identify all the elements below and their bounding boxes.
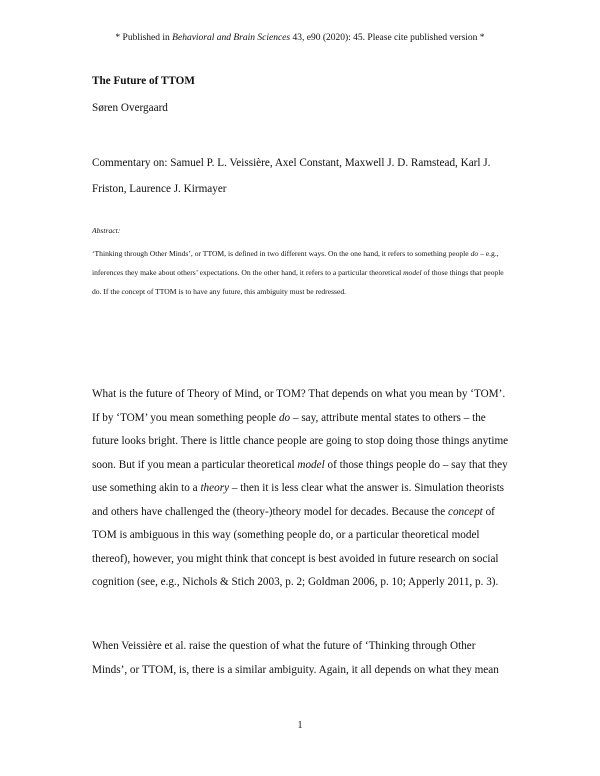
abstract-text (92, 244, 510, 301)
publication-note-suffix: 43, e90 (2020): 45. Please cite published version * (290, 33, 485, 43)
paragraph-emphasis: model (297, 458, 325, 471)
paragraph-segment: of those things people do – say that they use something akin to a (92, 458, 508, 494)
abstract-segment: ‘Thinking through Other Minds’, or TTOM, is defined in two different ways. On the one hand, it refers to something people (92, 249, 471, 258)
body-paragraph-2: When Veissière et al. raise the question of what the future of ‘Thinking through Other Minds’, or TTOM, is, there is a similar ambiguity. Again, it all depends on what they mean (92, 640, 499, 676)
publication-note-prefix: * Published in (115, 33, 173, 43)
commentary-line: Commentary on: Samuel P. L. Veissière, Axel Constant, Maxwell J. D. Ramstead, Karl J. Friston, Laurence J. Kirmayer (92, 157, 491, 195)
paragraph-segment: – say, attribute mental states to others – the future looks bright. There is little chance people are going to stop doing those things anytime soon. But if you mean a particular theoretical (92, 411, 509, 471)
page-number: 1 (297, 720, 303, 731)
abstract-emphasis: model (403, 268, 422, 277)
body-paragraph-1 (92, 383, 510, 595)
paragraph-emphasis: theory (200, 482, 230, 494)
paragraph-segment: of TOM is ambiguous in this way (something people do, or a particular theoretical model thereof), however, you might think that concept is best avoided in future research on social cognition (see, e.g., Nichols & Stich 2003, p. 2; Goldman 2006, p. 10; Apperly 2011, p. 3). (92, 505, 499, 588)
abstract-emphasis: do (470, 249, 479, 258)
abstract-segment: of those things that people do. If the concept of TTOM is to have any future, this ambiguity must be redressed. (92, 268, 504, 296)
journal-name: Behavioral and Brain Sciences (172, 33, 291, 43)
publication-note (0, 33, 600, 43)
paragraph-segment: – then it is less clear what the answer is. Simulation theorists and others have challenged the (theory-)theory model for decades. Because the (92, 482, 505, 518)
abstract-segment: – e.g., inferences they make about others’ expectations. On the other hand, it refers to a particular theoretical (92, 249, 499, 277)
paragraph-segment: What is the future of Theory of Mind, or TOM? That depends on what you mean by ‘TOM’. If by ‘TOM’ you mean something people (92, 388, 506, 424)
author-name: Søren Overgaard (92, 102, 168, 114)
paragraph-emphasis: do (278, 411, 291, 424)
paragraph-emphasis: concept (447, 505, 483, 518)
paper-title: The Future of TTOM (92, 75, 195, 87)
abstract-label: Abstract: (92, 226, 121, 235)
